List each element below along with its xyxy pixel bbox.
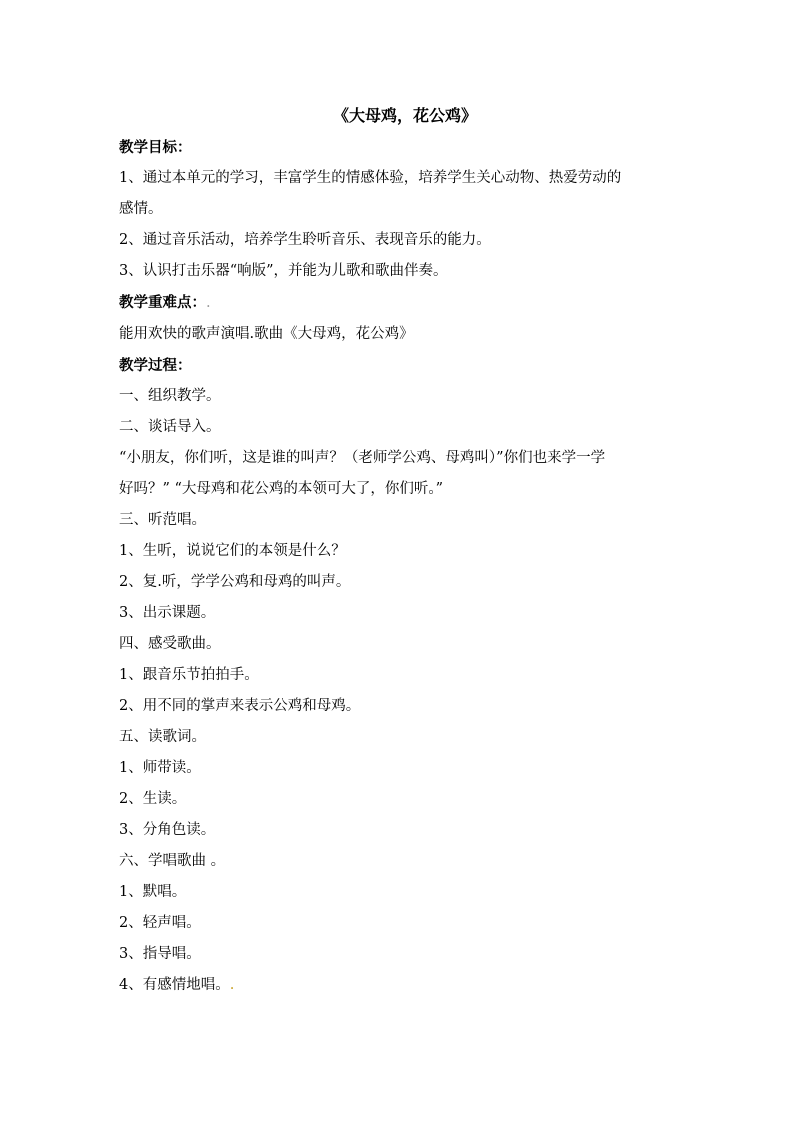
process-line: 三、听范唱。 [119,512,206,528]
process-line: 2、轻声唱。 [119,915,201,931]
process-final-line [119,970,679,1001]
process-heading: 教学过程： [119,357,192,374]
key-points-stray-mark: . [206,295,211,311]
process-line: “小朋友，你们听，这是谁的叫声？（老师学公鸡、母鸡叫）”你们也来学一学 [119,450,606,466]
process-line: 3、出示课题。 [119,605,216,621]
key-points-heading: 教学重难点： [119,294,206,311]
stray-mark: . [229,977,235,993]
document-title: 《大母鸡，花公鸡》 [332,106,477,125]
process-line: 四、感受歌曲。 [119,636,221,652]
process-line: 1、师带读。 [119,760,201,776]
process-line: 1、生听，说说它们的本领是什么？ [119,543,346,559]
process-line: 3、指导唱。 [119,946,201,962]
process-line: 好吗？” “大母鸡和花公鸡的本领可大了，你们听。” [119,481,444,497]
process-line: 2、用不同的掌声来表示公鸡和母鸡。 [119,698,361,714]
process-line: 一、组织教学。 [119,388,221,404]
process-line: 1、跟音乐节拍拍手。 [119,667,259,683]
process-line: 2、生读。 [119,791,187,807]
process-line: 2、复.听，学学公鸡和母鸡的叫声。 [119,574,351,590]
goal-line: 感情。 [119,201,163,217]
process-line: 六、学唱歌曲 。 [119,853,226,869]
goal-line: 1、通过本单元的学习，丰富学生的情感体验，培养学生关心动物、热爱劳动的 [119,170,622,186]
goal-line: 3、认识打击乐器“响版”，并能为儿歌和歌曲伴奏。 [119,263,448,279]
key-points-text: 能用欢快的歌声演唱.歌曲《大母鸡，花公鸡》 [119,326,414,342]
process-line: 3、分角色读。 [119,822,216,838]
process-line: 五、读歌词。 [119,729,206,745]
process-line: 1、默唱。 [119,884,187,900]
process-line-last: 4、有感情地唱。 [119,977,230,993]
goal-line: 2、通过音乐活动，培养学生聆听音乐、表现音乐的能力。 [119,232,491,248]
key-points-heading-row [119,287,679,319]
document-body [119,100,679,1001]
process-line: 二、谈话导入。 [119,419,221,435]
goals-heading: 教学目标： [119,139,192,156]
